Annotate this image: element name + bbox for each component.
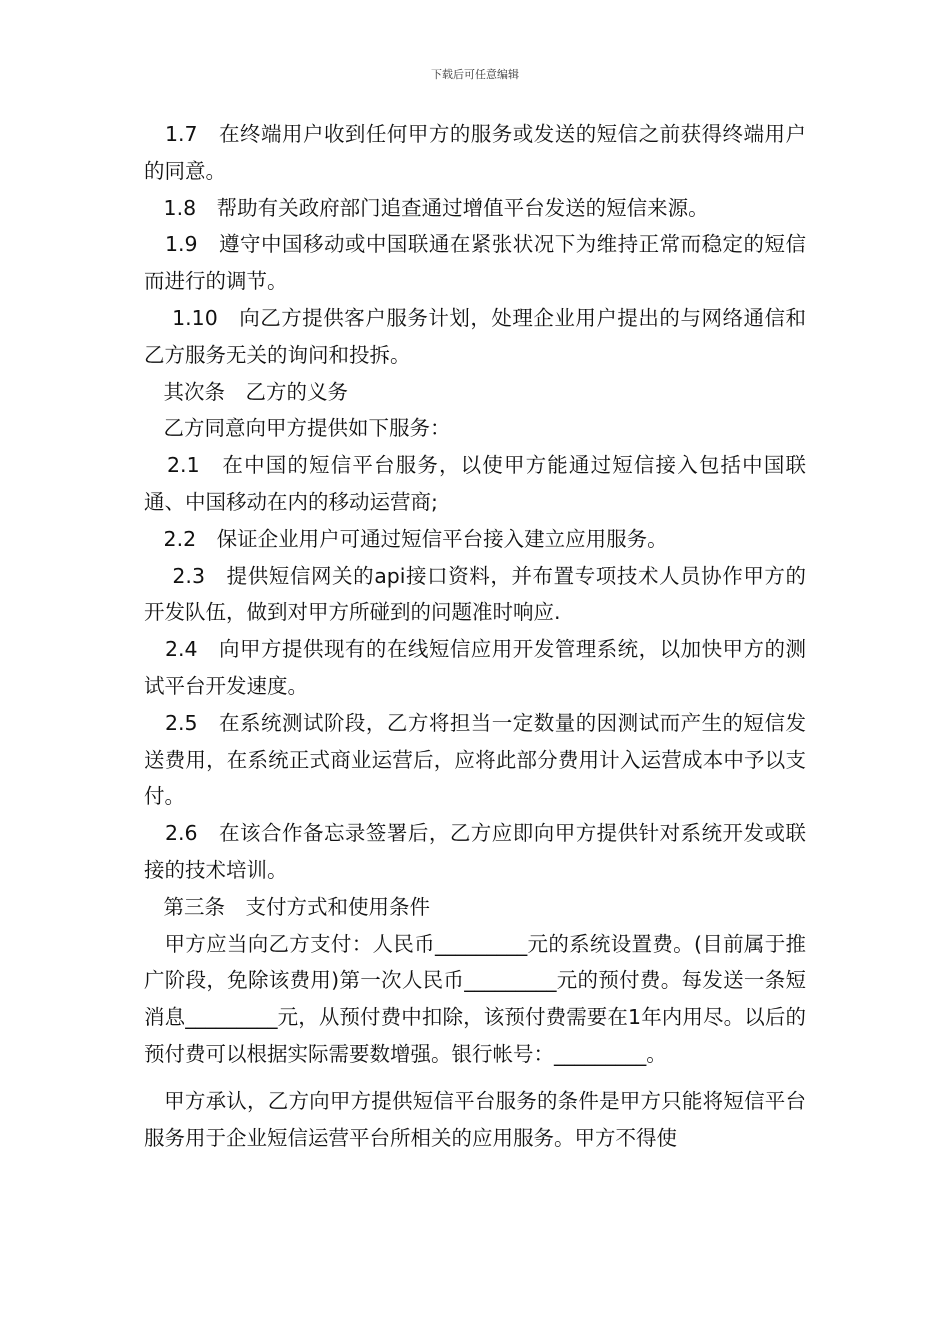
article-3-heading: 第三条 支付方式和使用条件: [144, 894, 431, 919]
clause-1-8: 1.8 帮助有关政府部门追查通过增值平台发送的短信来源。: [144, 195, 709, 220]
article-2-intro: 乙方同意向甲方提供如下服务：: [144, 416, 451, 441]
page-header: 下载后可任意编辑: [431, 68, 519, 81]
clause-1-10: 1.10 向乙方提供客户服务计划，处理企业用户提出的与网络通信和乙方服务无关的询问和投拆。: [144, 305, 806, 367]
clause-2-4: 2.4 向甲方提供现有的在线短信应用开发管理系统，以加快甲方的测试平台开发速度。: [144, 637, 806, 698]
document-body: [144, 116, 806, 1156]
clause-2-1: 2.1 在中国的短信平台服务，以使甲方能通过短信接入包括中国联通、中国移动在内的移动运营商;: [144, 453, 806, 514]
payment-terms-paragraph: 甲方应当向乙方支付：人民币_________元的系统设置费。(目前属于推广阶段，免除该费用)第一次人民币_________元的预付费。每发送一条短消息_________元，从预付费中扣除，该预付费需要在1年内用尽。以后的预付费可以根据实际需要数增强。银行帐号：_________。: [144, 931, 806, 1066]
paragraph-gap: [144, 1073, 806, 1083]
clause-1-7: 1.7 在终端用户收到任何甲方的服务或发送的短信之前获得终端用户的同意。: [144, 122, 806, 183]
clause-2-3: 2.3 提供短信网关的api接口资料，并布置专项技术人员协作甲方的开发队伍，做到对甲方所碰到的问题准时响应.: [144, 563, 806, 625]
article-2-heading: 其次条 乙方的义务: [144, 379, 349, 404]
clause-2-2: 2.2 保证企业用户可通过短信平台接入建立应用服务。: [144, 526, 668, 551]
clause-1-9: 1.9 遵守中国移动或中国联通在紧张状况下为维持正常而稳定的短信而进行的调节。: [144, 232, 806, 294]
usage-conditions-paragraph: 甲方承认，乙方向甲方提供短信平台服务的条件是甲方只能将短信平台服务用于企业短信运营平台所相关的应用服务。甲方不得使: [144, 1088, 806, 1150]
clause-2-6: 2.6 在该合作备忘录签署后，乙方应即向甲方提供针对系统开发或联接的技术培训。: [144, 821, 806, 882]
clause-2-5: 2.5 在系统测试阶段，乙方将担当一定数量的因测试而产生的短信发送费用，在系统正式商业运营后，应将此部分费用计入运营成本中予以支付。: [144, 710, 806, 809]
